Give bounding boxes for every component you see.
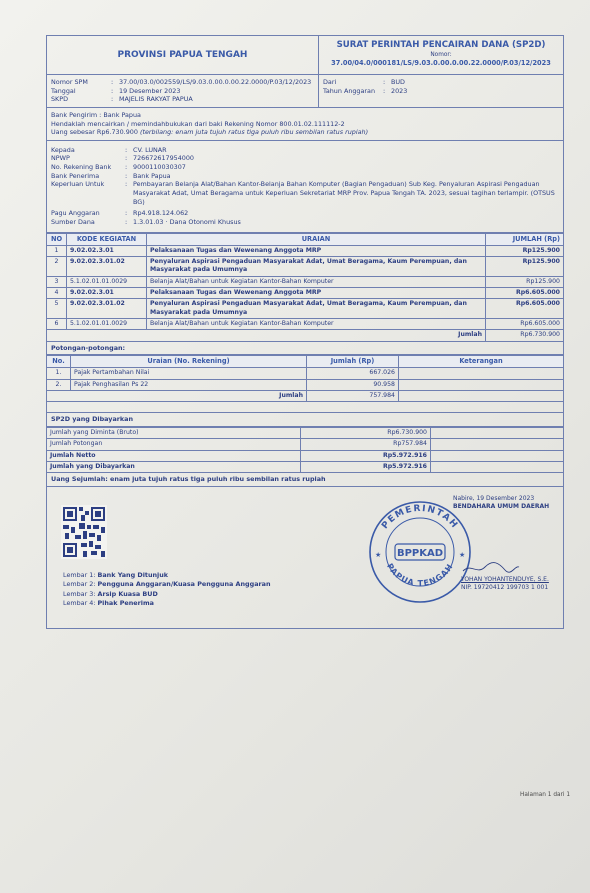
svg-text:PEMERINTAH	[380, 504, 460, 531]
table-row: Jumlah yang Diminta (Bruto) Rp6.730.900	[47, 427, 564, 438]
meta-row-tanggal: Tanggal : 19 Desember 2023	[51, 86, 181, 95]
detail-npwp: NPWP : 726672617954000	[51, 154, 194, 163]
qr-code-icon	[61, 505, 107, 559]
meta-row-dari: Dari : BUD	[323, 78, 405, 86]
detail-sumber: Sumber Dana : 1.3.01.03 · Dana Otonomi Khusus	[51, 217, 241, 226]
col-kode: KODE KEGIATAN	[67, 233, 147, 245]
meta-row-tahun: Tahun Anggaran : 2023	[323, 86, 408, 95]
table-row: Jumlah yang Dibayarkan Rp5.972.916	[47, 462, 564, 473]
kegiatan-total-row: Jumlah Rp6.730.900	[47, 330, 564, 341]
table-row: Jumlah Potongan Rp757.984	[47, 439, 564, 450]
sp2d-document	[46, 35, 564, 629]
kegiatan-header-row	[47, 233, 564, 245]
summary-title: SP2D yang Dibayarkan	[46, 412, 564, 427]
stamp-center-text: BPPKAD	[396, 548, 444, 560]
page-number: Halaman 1 dari 1	[520, 792, 571, 798]
list-item: Lembar 1: Bank Yang Ditunjuk	[63, 571, 169, 580]
kegiatan-table	[46, 233, 564, 342]
detail-kepada: Kepada : CV. LUNAR	[51, 145, 167, 154]
potongan-title: Potongan-potongan:	[46, 342, 564, 356]
sign-place-date: Nabire, 19 Desember 2023	[453, 495, 535, 503]
nomor-value: 37.00/04.0/000181/LS/9.03.0.00.0.00.22.0000/P.03/12/2023	[331, 59, 551, 68]
svg-text:PAPUA TENGAH	[385, 562, 455, 588]
footer-area	[46, 487, 564, 629]
table-row: 1 9.02.02.3.01 Pelaksanaan Tugas dan Wewenang Anggota MRP Rp125.900	[47, 245, 564, 256]
nomor-label: Nomor:	[430, 51, 452, 58]
detail-norek: No. Rekening Bank : 9000110030307	[51, 163, 186, 172]
list-item: Lembar 4: Pihak Penerima	[63, 598, 154, 607]
summary-table	[46, 427, 564, 473]
sign-nip: NIP. 19720412 199703 1 001	[461, 584, 549, 592]
detail-bank-penerima: Bank Penerima : Bank Papua	[51, 171, 171, 180]
bank-instruction: Bank Pengirim : Bank Papua Hendaklah mencairkan / memindahbukukan dari baki Rekening Nomor 800.01.02.111112-2 Uang sebesar Rp6.730.900 (terbilang: enam juta tujuh ratus tiga puluh ribu sembilan ratus rupiah)	[46, 108, 564, 141]
list-item: Lembar 3: Arsip Kuasa BUD	[63, 589, 158, 598]
svg-text:★: ★	[459, 551, 466, 560]
terbilang-text: Uang Sejumlah: enam juta tujuh ratus tiga puluh ribu sembilan ratus rupiah	[46, 473, 564, 487]
sp2d-title-block	[319, 36, 563, 74]
table-row: 3 5.1.02.01.01.0029 Belanja Alat/Bahan untuk Kegiatan Kantor-Bahan Komputer Rp125.900	[47, 276, 564, 287]
table-row: 2. Pajak Penghasilan Ps 22 90.958	[47, 379, 564, 390]
official-stamp-icon	[365, 497, 475, 607]
svg-text:★: ★	[375, 551, 382, 560]
col-no: NO	[47, 233, 67, 245]
table-row: 5 9.02.02.3.01.02 Penyaluran Aspirasi Pengaduan Masyarakat Adat, Umat Beragama, Kaum Perempuan, dan Masyarakat pada Umumnya Rp6.605.000	[47, 299, 564, 319]
sign-role: BENDAHARA UMUM DAERAH	[453, 503, 550, 511]
stamp-bottom-text: PAPUA TENGAH	[385, 561, 455, 589]
doc-title: SURAT PERINTAH PENCAIRAN DANA (SP2D)	[336, 40, 546, 50]
meta-block	[46, 75, 564, 108]
table-row: 4 9.02.02.3.01 Pelaksanaan Tugas dan Wewenang Anggota MRP Rp6.605.000	[47, 287, 564, 298]
potongan-table: No. Uraian (No. Rekening) Jumlah (Rp) Keterangan 1. Pajak Pertambahan Nilai 667.026 2. Pajak Penghasilan Ps 22 90.958 Jumlah 757.984	[46, 355, 564, 402]
handwritten-signature-icon	[461, 561, 521, 575]
table-row: 2 9.02.02.3.01.02 Penyaluran Aspirasi Pengaduan Masyarakat Adat, Umat Beragama, Kaum Perempuan, dan Masyarakat pada Umumnya Rp125.900	[47, 256, 564, 276]
stamp-top-text: PEMERINTAH	[380, 503, 460, 532]
sign-name: YOHAN YOHANTENDUYE, S.E.	[461, 576, 549, 584]
table-row: Jumlah Netto Rp5.972.916	[47, 450, 564, 461]
recipient-details	[46, 141, 564, 233]
detail-keperluan: Keperluan Untuk : Pembayaran Belanja Alat/Bahan Kantor-Belanja Bahan Komputer (Bagian Pengaduan) Sub Keg. Penyaluran Aspirasi Pengaduan Masyarakat Adat, Umat Beragama untuk Keperluan Sekretariat MRP Prov. Papua Tengah TA. 2023, sesuai tagihan terlampir. (OTSUS BG)	[51, 180, 555, 206]
list-item: Lembar 2: Pengguna Anggaran/Kuasa Pengguna Anggaran	[63, 580, 271, 589]
table-row: 1. Pajak Pertambahan Nilai 667.026	[47, 368, 564, 379]
col-jumlah: JUMLAH (Rp)	[486, 233, 564, 245]
lembar-list	[63, 571, 271, 608]
col-uraian: URAIAN	[147, 233, 486, 245]
detail-pagu: Pagu Anggaran : Rp4.918.124.062	[51, 209, 189, 218]
potongan-total-row: Jumlah 757.984	[47, 390, 564, 401]
meta-row-skpd: SKPD : MAJELIS RAKYAT PAPUA	[51, 95, 193, 104]
meta-row-spm: Nomor SPM : 37.00/03.0/002559/LS/9.03.0.00.0.00.22.0000/P.03/12/2023	[51, 78, 312, 86]
province-title: PROVINSI PAPUA TENGAH	[47, 36, 319, 74]
table-row: 6 5.1.02.01.01.0029 Belanja Alat/Bahan untuk Kegiatan Kantor-Bahan Komputer Rp6.605.000	[47, 319, 564, 330]
document-header	[46, 35, 564, 75]
